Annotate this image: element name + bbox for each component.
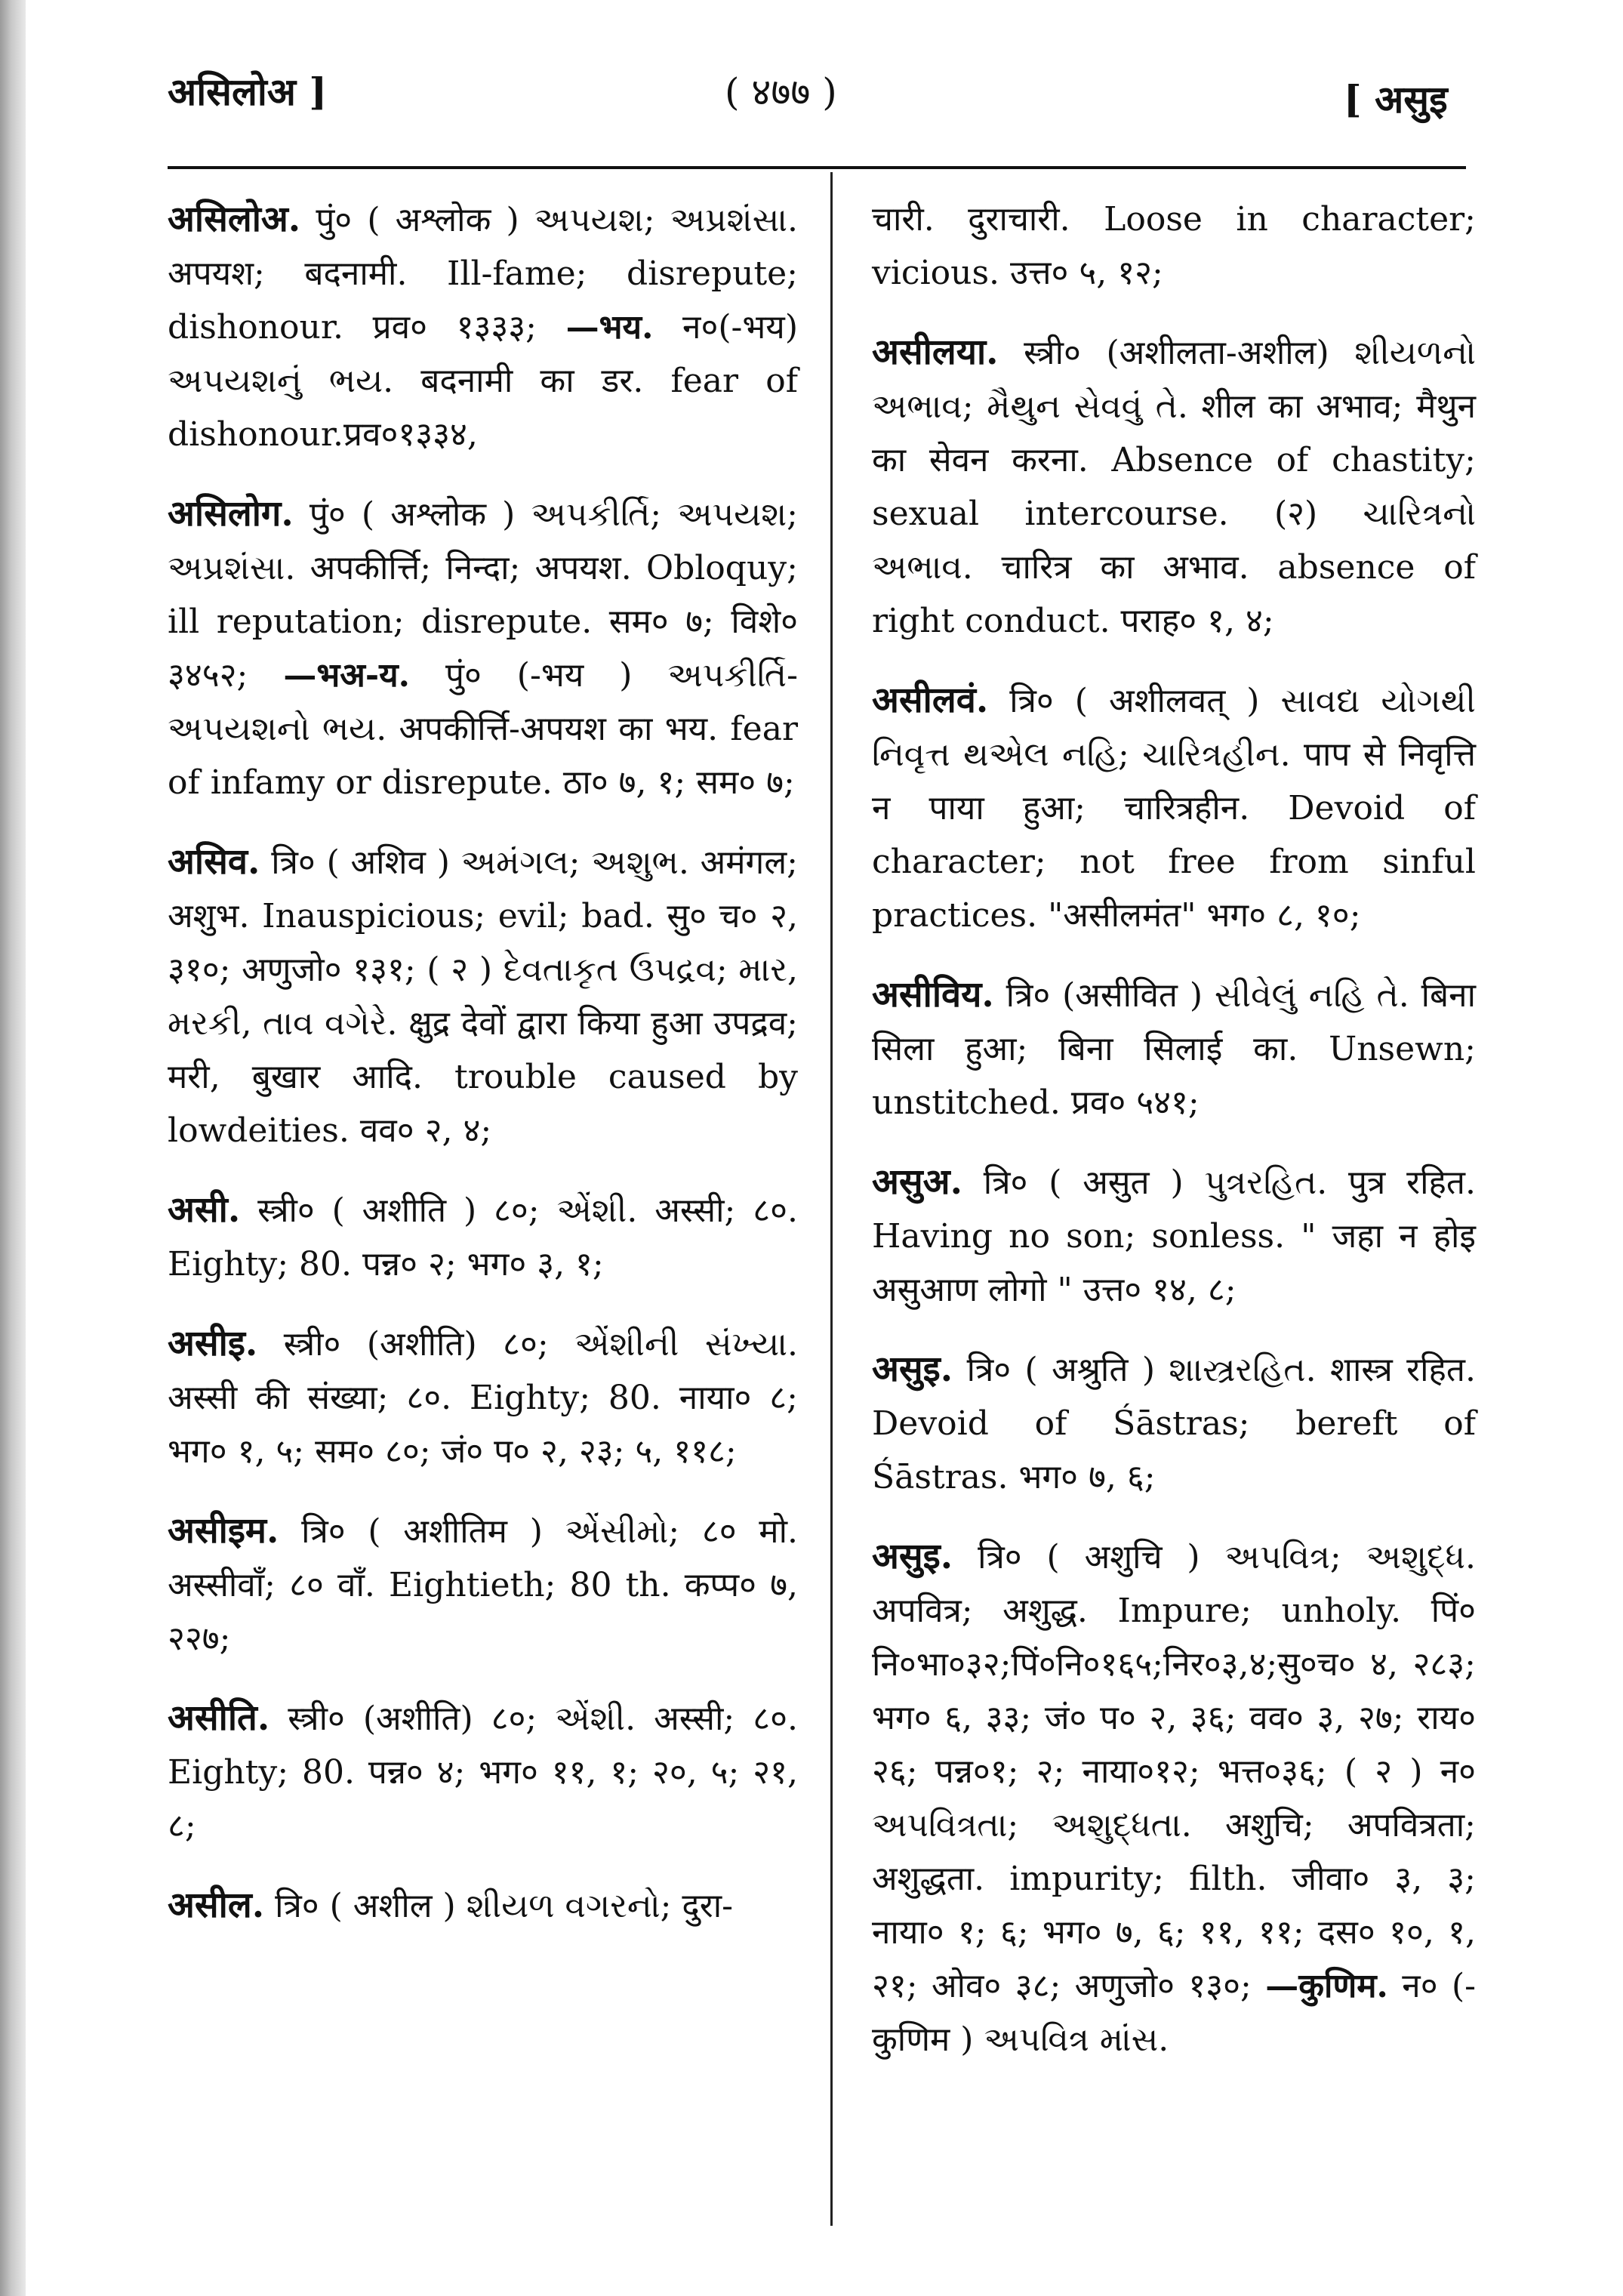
dictionary-entry: [872, 1155, 1476, 1317]
entry-body: पुं० ( अश्लोक ) અપકીર્તિ; અપયશ; અપ્રશંસા. अपकीर्त्ति; निन्दा; अपयश. Obloquy; ill reputation; disrepute. सम० ७; विशे० ३४५२;: [168, 495, 798, 695]
dictionary-entry: [872, 1530, 1476, 2066]
entry-headword: असीविय.: [872, 974, 994, 1015]
entry-body: त्रि० ( अशिव ) અમંગલ; અશુભ. अमंगल; अशुभ. Inauspicious; evil; bad. सु० च० २, ३१०; अणुजो० १३१; ( २ ) દેવતાકૃત ઉપદ્રવ; માર, મરકી, તાવ વગેરે. क्षुद्र देवों द्वारा किया हुआ उपद्रव; मरी, बुखार आदि. trouble caused by lowdeities. वव० २, ४;: [168, 843, 798, 1150]
entry-body: स्त्री० (अशीति) ८०; એંશીની સંખ્યા. अस्सी की संख्या; ८०. Eighty; 80. नाया० ८; भग० १, ५; सम० ८०; जं० प० २, २३; ५, ११८;: [168, 1325, 798, 1471]
dictionary-entry: [168, 1691, 798, 1853]
entry-headword: असिव.: [168, 841, 260, 883]
dictionary-entry: [168, 487, 798, 809]
dictionary-entry: [168, 835, 798, 1157]
dictionary-entry: [872, 1342, 1476, 1504]
entry-body: त्रि० ( अश्रुति ) શાસ્ત્રરહિત. शास्त्र रहित. Devoid of Śāstras; bereft of Śāstras. भग० ७, ६;: [872, 1351, 1476, 1496]
entry-body: त्रि० ( अशीतिम ) એંસીમો; ८० मो. अस्सीवाँ; ८० वाँ. Eightieth; 80 th. कप्प० ७, २२७;: [168, 1512, 798, 1658]
entry-sub-body: न०(-भय) અપયશનું ભય. बदनामी का डर. fear of dishonour.प्रव०१३३४,: [168, 308, 798, 454]
entry-body: त्रि० (असीवित ) સીવેલું નહિ તે. बिना सिला हुआ; बिना सिलाई का. Unsewn; unstitched. प्रव० ५४१;: [872, 976, 1476, 1122]
entry-body: पुं० ( अश्लोक ) અપયશ; અપ્રશંસા. अपयश; बदनामी. Ill-fame; disrepute; dishonour. प्रव० १३३३;: [168, 201, 798, 347]
guide-word-right: [ असुइ: [1344, 77, 1448, 122]
dictionary-entry: [872, 673, 1476, 942]
entry-sub-headword: —कुणिम.: [1265, 1967, 1388, 2005]
column-divider: [830, 172, 833, 2226]
entry-headword: असीइ.: [168, 1323, 258, 1364]
entry-body: स्त्री० (अशीलता-अशील) શીયળનો અભાવ; મૈથુન સેવવું તે. शील का अभाव; मैथुन का सेवन करना. Absence of chastity; sexual intercourse. (२) ચારિત્રનો અભાવ. चारित्र का अभाव. absence of right conduct. पराह० १, ४;: [872, 334, 1476, 640]
dictionary-entry: [872, 968, 1476, 1130]
entry-sub-body: पुं० (-भय ) અપકીર્તિ-અપયશનો ભય. अपकीर्त्ति-अपयश का भय. fear of infamy or disrepute. ठा० ७, १; सम० ७;: [168, 656, 798, 802]
left-column: [168, 193, 798, 1959]
entry-sub-body: न० (-कुणिम ) અપવિત્ર માંસ.: [872, 1967, 1476, 2059]
entry-headword: असील.: [168, 1885, 265, 1926]
dictionary-entry: [168, 1878, 798, 1933]
entry-body: त्रि० ( अशुचि ) અપવિત્ર; અશુદ્ધ. अपवित्र; अशुद्ध. Impure; unholy. पिं० नि०भा०३२;पिं०नि०१६५;निर०३,४;सु०च० ४, २८३; भग० ६, ३३; जं० प० २, ३६; वव० ३, २७; राय० २६; पन्न०१; २; नाया०१२; भत्त०३६; ( २ ) न० અપવિત્રતા; અશુદ્ધતા. अशुचि; अपवित्रता; अशुद्धता. impurity; filth. जीवा० ३, ३; नाया० १; ६; भग० ७, ६; ११, ११; दस० १०, १, २१; ओव० ३८; अणुजो० १३०;: [872, 1538, 1476, 2005]
entry-headword: असीति.: [168, 1697, 270, 1739]
entry-body: स्त्री० ( अशीति ) ८०; એંશી. अस्सी; ८०. Eighty; 80. पन्न० २; भग० ३, १;: [168, 1191, 798, 1284]
right-column: [872, 193, 1476, 2092]
entry-body: चारी. दुराचारी. Loose in character; vicious. उत्त० ५, १२;: [872, 200, 1476, 292]
dictionary-entry: [168, 1317, 798, 1478]
entry-headword: असीलया.: [872, 331, 999, 373]
entry-headword: असिलोग.: [168, 493, 294, 535]
dictionary-entry: [168, 1504, 798, 1666]
entry-headword: असिलोअ.: [168, 199, 301, 240]
page-number: ( ४७७ ): [725, 70, 837, 114]
entry-headword: असुइ.: [872, 1348, 953, 1390]
entry-body: स्त्री० (अशीति) ८०; એંશી. अस्सी; ८०. Eighty; 80. पन्न० ४; भग० ११, १; २०, ५; २१, ८;: [168, 1700, 798, 1845]
dictionary-entry: [872, 325, 1476, 648]
guide-word-left: असिलोअ ]: [168, 69, 328, 114]
entry-headword: असुइ.: [872, 1536, 953, 1577]
entry-body: त्रि० ( अशीलवत् ) સાવદ્ય યોગથી નિવૃત્ત થએલ નહિ; ચારિત્રહીન. पाप से निवृत्ति न पाया हुआ; चारित्रहीन. Devoid of character; not free from sinful practices. "असीलमंत" भग० ८, १०;: [872, 682, 1476, 935]
entry-sub-headword: —भय.: [565, 308, 654, 347]
entry-headword: असीलवं.: [872, 680, 989, 721]
book-binding-edge: [0, 0, 26, 2296]
entry-continuation: [872, 193, 1476, 300]
entry-body: त्रि० ( अशील ) શીયળ વગરનો; दुरा-: [275, 1887, 734, 1925]
dictionary-entry: [168, 193, 798, 461]
entry-headword: असीइम.: [168, 1510, 279, 1552]
entry-headword: असुअ.: [872, 1161, 962, 1203]
entry-body: त्रि० ( असुत ) પુત્રરહિત. पुत्र रहित. Having no son; sonless. " जहा न होइ असुआण लोगो " उत्त० १४, ८;: [872, 1163, 1476, 1309]
entry-headword: असी.: [168, 1189, 241, 1231]
dictionary-entry: [168, 1183, 798, 1291]
entry-sub-headword: —भअ-य.: [283, 656, 410, 695]
header-rule: [168, 166, 1466, 169]
